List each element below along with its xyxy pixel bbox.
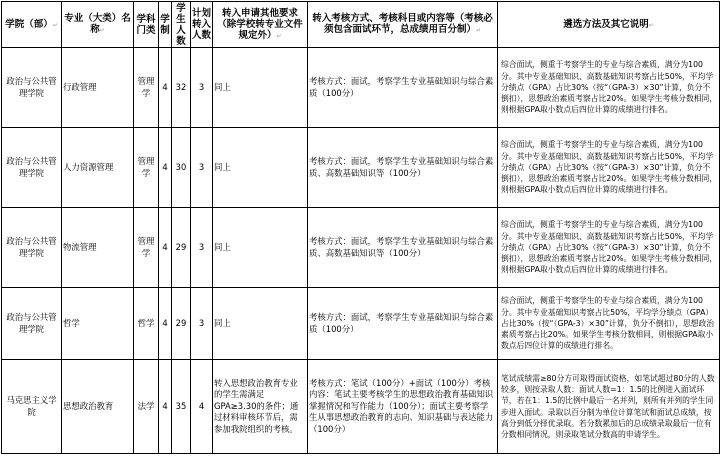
cell-discipline: 哲学 bbox=[134, 288, 159, 360]
cell-other-requirements: 转入思想政治教育专业的学生需满足GPA≥3.30的条件；通过材料审核环节后，需参加我院组织的考核。 bbox=[213, 360, 308, 454]
cell-system: 4 bbox=[159, 48, 172, 128]
cell-exam-method: 考核方式：面试，考察学生专业基础知识与综合素质、高数基础知识等（100分） bbox=[308, 208, 498, 288]
cell-selection-method: 综合面试，侧重于考察学生的专业与综合素质，满分为100分。其中专业基础知识、高数基础知识考察占比50%，平均学分绩点（GPA）占比30%（按“（GPA-3）×30”计算，负分不倒扣），思想政治素质考察占比20%。如果学生考核分数相同，则根据GPA取小数点后四位计算的成绩进行排名。 bbox=[498, 48, 720, 128]
cell-students: 30 bbox=[172, 128, 191, 208]
cell-plan: 3 bbox=[191, 48, 213, 128]
cell-discipline: 法学 bbox=[134, 360, 159, 454]
cell-discipline: 管理学 bbox=[134, 128, 159, 208]
cell-selection-method: 综合面试，侧重于考察学生的专业与综合素质，满分为100分。其中专业基础知识、高数基础知识考察占比50%，平均学分绩点（GPA）占比30%（按“（GPA-3）×30”计算，负分不倒扣），思想政治素质考察占比20%。如果学生考核分数相同，则根据GPA取小数点后四位计算的成绩进行排名。 bbox=[498, 128, 720, 208]
cell-plan: 4 bbox=[191, 360, 213, 454]
transfer-admission-table bbox=[1, 1, 720, 454]
cell-selection-method: 笔试成绩需≥80分方可取得面试资格，如笔试超过80分的人数较多，则按录取人数：面试人数=1：1.5的比例进入面试环节，若在1：1.5的比例中最后一名并列，则所有并列的学生同步进入面试。录取以百分制为单位计算笔试和面试总成绩，按高分到低分择优录取。若分数累加后的总成绩录取最后一位有分数相同情况，则录取笔试分数高的申请学生。 bbox=[498, 360, 720, 454]
cell-plan: 3 bbox=[191, 288, 213, 360]
header-row bbox=[2, 2, 720, 48]
header-discipline: 学科门类 bbox=[134, 2, 159, 48]
cell-students: 35 bbox=[172, 360, 191, 454]
cell-discipline: 管理学 bbox=[134, 48, 159, 128]
cell-other-requirements: 同上 bbox=[213, 208, 308, 288]
cell-exam-method: 考核方式：面试，考察学生专业基础知识与综合素质、高数基础知识等（100分） bbox=[308, 128, 498, 208]
cell-other-requirements: 同上 bbox=[213, 48, 308, 128]
cell-college: 政治与公共管理学院 bbox=[2, 208, 62, 288]
cell-major: 人力资源管理 bbox=[62, 128, 134, 208]
header-selection-method: 遴选方法及其它说明↵ bbox=[498, 2, 720, 48]
cell-other-requirements: 同上 bbox=[213, 128, 308, 208]
cell-students: 32 bbox=[172, 48, 191, 128]
cell-system: 4 bbox=[159, 288, 172, 360]
header-plan: 计划转入人数 bbox=[191, 2, 213, 48]
cell-other-requirements: 同上 bbox=[213, 288, 308, 360]
cell-system: 4 bbox=[159, 128, 172, 208]
cell-students: 29 bbox=[172, 208, 191, 288]
cell-college: 政治与公共管理学院 bbox=[2, 48, 62, 128]
cell-major: 哲学 bbox=[62, 288, 134, 360]
table-row bbox=[2, 360, 720, 454]
header-system: 学制 bbox=[159, 2, 172, 48]
header-exam-method: 转入考核方式、考核科目或内容等（考核必须包含面试环节，总成绩用百分制）↵ bbox=[308, 2, 498, 48]
cell-plan: 3 bbox=[191, 208, 213, 288]
header-college: 学院（部）↵ bbox=[2, 2, 62, 48]
header-students: 学生人数 bbox=[172, 2, 191, 48]
cell-exam-method: 考核方式：笔试（100分）+面试（100分）考核内容：笔试主要考核学生的思想政治教育基础知识掌握情况和写作能力（100分）；面试主要考察学生从事思想政治教育的志向、知识基础与表达能力（100分） bbox=[308, 360, 498, 454]
table-row bbox=[2, 288, 720, 360]
cell-system: 4 bbox=[159, 360, 172, 454]
cell-college: 马克思主义学院 bbox=[2, 360, 62, 454]
cell-system: 4 bbox=[159, 208, 172, 288]
cell-students: 29 bbox=[172, 288, 191, 360]
cell-plan: 3 bbox=[191, 128, 213, 208]
table-row bbox=[2, 128, 720, 208]
header-other-requirements: 转入申请其他要求（除学校转专业文件规定外）↵ bbox=[213, 2, 308, 48]
cell-selection-method: 综合面试，侧重于考察学生的专业与综合素质，满分为100分。其中专业基础知识、高数基础知识考察占比50%，平均学分绩点（GPA）占比30%（按“（GPA-3）×30”计算，负分不倒扣），思想政治素质考察占比20%。如果学生考核分数相同，则根据GPA取小数点后四位计算的成绩进行排名。 bbox=[498, 208, 720, 288]
header-major: 专业（大类）名称↵ bbox=[62, 2, 134, 48]
table-row bbox=[2, 208, 720, 288]
table-row bbox=[2, 48, 720, 128]
cell-college: 政治与公共管理学院 bbox=[2, 128, 62, 208]
cell-exam-method: 考核方式：面试，考察学生专业基础知识与综合素质（100分） bbox=[308, 288, 498, 360]
cell-exam-method: 考核方式：面试，考察学生专业基础知识与综合素质（100分） bbox=[308, 48, 498, 128]
cell-major: 行政管理 bbox=[62, 48, 134, 128]
cell-major: 思想政治教育 bbox=[62, 360, 134, 454]
cell-major: 物流管理 bbox=[62, 208, 134, 288]
cell-selection-method: 综合面试，侧重于考察学生的专业与综合素质，满分为100分。其中专业基础知识考察占比50%，平均学分绩点（GPA）占比30%（按“（GPA-3）×30”计算，负分不倒扣），思想政治素质考察占比20%。如果学生考核分数相同，则根据GPA取小数点后四位计算的成绩进行排名。 bbox=[498, 288, 720, 360]
cell-college: 政治与公共管理学院 bbox=[2, 288, 62, 360]
cell-discipline: 管理学 bbox=[134, 208, 159, 288]
